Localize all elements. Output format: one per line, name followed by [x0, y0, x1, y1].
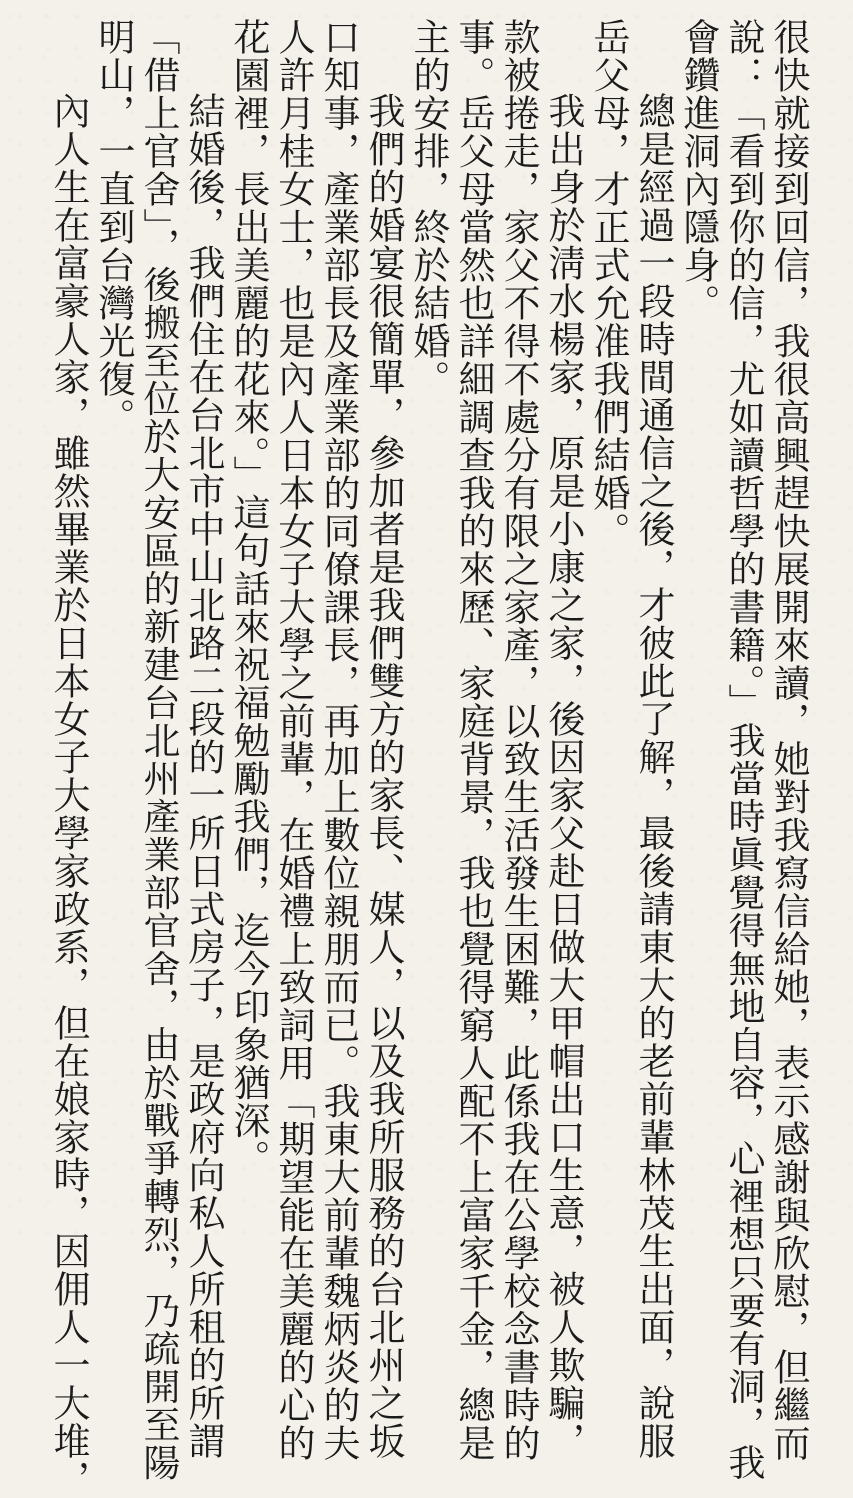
text-column-10: 我們的婚宴很簡單，參加者是我們雙方的家長、媒人，以及我所服務的台北州之坂: [362, 92, 405, 1460]
text-column-7: 款被捲走，家父不得不處分有限之家產，以致生活發生困難，此係我在公學校念書時的: [497, 18, 540, 1462]
text-column-5: 岳父母，才正式允准我們結婚。: [587, 18, 630, 550]
text-column-8: 事。岳父母當然也詳細調查我的來歷、家庭背景，我也覺得窮人配不上富家千金，總是: [452, 18, 495, 1462]
text-column-6: 我出身於淸水楊家，原是小康之家，後因家父赴日做大甲帽出口生意，被人欺騙，: [542, 92, 585, 1460]
text-column-1: 很快就接到回信，我很高興趕快展開來讀，她對我寫信給她，表示感謝與欣慰，但繼而: [767, 18, 810, 1462]
text-column-3: 會鑽進洞內隱身。: [677, 18, 720, 322]
text-column-14: 結婚後，我們住在台北市中山北路二段的一所日式房子，是政府向私人所租的所謂: [182, 92, 225, 1460]
text-column-2: 說：「看到你的信，尤如讀哲學的書籍。」我當時眞覺得無地自容，心裡想只要有洞，我: [722, 18, 765, 1482]
text-column-4: 總是經過一段時間通信之後，才彼此了解，最後請東大的老前輩林茂生出面，說服: [632, 92, 675, 1460]
text-column-11: 口知事，產業部長及產業部的同僚課長，再加上數位親朋而已。我東大前輩魏炳炎的夫: [317, 18, 360, 1462]
text-column-17: 內人生在富豪人家，雖然畢業於日本女子大學家政系，但在娘家時，因佣人一大堆，: [47, 92, 90, 1498]
text-column-13: 花園裡，長出美麗的花來。」這句話來祝福勉勵我們，迄今印象猶深。: [227, 18, 270, 1178]
text-column-15: 「借上官舍」，後搬至位於大安區的新建台北州產業部官舍，由於戰爭轉烈，乃疏開至陽: [137, 18, 180, 1482]
text-column-16: 明山，一直到台灣光復。: [92, 18, 135, 436]
text-column-12: 人許月桂女士，也是內人日本女子大學之前輩，在婚禮上致詞用「期望能在美麗的心的: [272, 18, 315, 1462]
text-column-9: 主的安排，終於結婚。: [407, 18, 450, 398]
